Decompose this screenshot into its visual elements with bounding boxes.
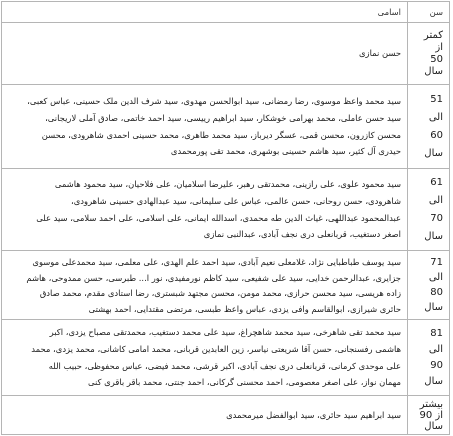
age-cell bbox=[407, 251, 449, 319]
age-line: سال bbox=[424, 65, 443, 77]
names-line: سید محمد تقی شاهرخی، سید محمد شاهچراغ، سید علی محمد دستغیب، محمدتقی مصباح یزدی، اکبر bbox=[49, 327, 401, 338]
names-line: هاشمی رفسنجانی، حسن آقا شریعتی نیاسر، زین العابدین قربانی، محمد امامی کاشانی، محمد یزدی، محمد bbox=[31, 343, 401, 354]
age-line: سال bbox=[424, 420, 443, 432]
table-row-71-80 bbox=[2, 250, 449, 319]
age-line: 50 bbox=[430, 53, 443, 65]
names-cell bbox=[2, 169, 407, 250]
age-header-cell bbox=[407, 2, 449, 22]
names-cell bbox=[2, 320, 407, 395]
names-cell bbox=[2, 85, 407, 168]
age-line: 51 bbox=[430, 93, 443, 105]
table-row-over-90 bbox=[2, 395, 449, 434]
names-cell bbox=[2, 251, 407, 319]
names-line: حسن نمازی bbox=[358, 48, 401, 59]
names-line: محسن کازرون، محسن قمی، عسگر دیرباز، سید محمد طاهری، محمد حسینی احمدی شاهرودی، محسن bbox=[41, 129, 401, 140]
age-line: از 90 bbox=[419, 409, 443, 421]
names-line: مهمان نواز، علی اصغر معصومی، احمد محسنی گرکانی، احمد جنتی، محمد باقر باقری کنی bbox=[88, 377, 401, 388]
age-line: 71 bbox=[430, 257, 443, 268]
names-header-label: اسامی bbox=[377, 6, 401, 17]
age-line: سال bbox=[424, 147, 443, 159]
names-header-cell bbox=[2, 2, 407, 22]
names-cell bbox=[2, 396, 407, 434]
age-line: 60 bbox=[430, 129, 443, 141]
table-row-81-90 bbox=[2, 319, 449, 395]
table-row-51-60 bbox=[2, 84, 449, 168]
age-line: الی bbox=[428, 272, 443, 283]
names-line: سید محمد واعظ موسوی، رضا رمضانی، سید ابوالحسن مهدوی، سید شرف الدین ملک حسینی، عباس کعبی، bbox=[27, 96, 401, 107]
age-header-label: سن bbox=[429, 6, 443, 17]
age-line: الی bbox=[428, 343, 443, 355]
names-line: سید محمود علوی، علی رازینی، محمدتقی رهبر، علیرضا اسلامیان، علی فلاحیان، سید محمود هاشمی bbox=[54, 179, 401, 190]
names-cell bbox=[2, 23, 407, 84]
age-cell bbox=[407, 23, 449, 84]
age-line: 61 bbox=[430, 176, 443, 188]
age-line: بیشتر bbox=[419, 398, 443, 410]
age-names-table bbox=[1, 1, 450, 435]
names-line: جزایری، عبدالرحمن خدایی، سید علی شفیعی، سید کاظم نورمفیدی، نور ا... طبرسی، حسن ممدوحی، هاشم bbox=[26, 272, 401, 283]
age-line: سال bbox=[424, 302, 443, 313]
age-line: 70 bbox=[430, 212, 443, 224]
age-line: از bbox=[435, 41, 443, 53]
names-line: اصغر دستغیب، قربانعلی دری نجف آبادی، عبدالنبی نمازی bbox=[203, 229, 401, 240]
age-line: کمتر bbox=[423, 29, 443, 41]
names-line: حائری شیرازی، ابوالقاسم وافی یزدی، عباس واعظ طبسی، مرتضی مقتدایی، احمد بهشتی bbox=[88, 303, 401, 314]
table-row-61-70 bbox=[2, 168, 449, 250]
age-cell bbox=[407, 85, 449, 168]
age-line: سال bbox=[424, 375, 443, 387]
age-cell bbox=[407, 396, 449, 434]
names-line: حیدری آل کثیر، سید هاشم حسینی بوشهری، محمد تقی پورمحمدی bbox=[170, 146, 401, 157]
age-line: 80 bbox=[430, 287, 443, 298]
names-line: زاده هریسی، سید محسن حرازی، محمد مومن، محسن مجتهد شبستری، رضا استادی مقدم، محمد صادق bbox=[39, 288, 401, 298]
age-line: الی bbox=[428, 111, 443, 123]
names-line: سید حسن عاملی، محمد بهرامی خوشکار، سید ابراهیم رییسی، سید احمد خاتمی، صادق آملی لاریجانی، bbox=[45, 112, 401, 123]
age-line: الی bbox=[428, 194, 443, 206]
age-cell bbox=[407, 320, 449, 395]
age-cell bbox=[407, 169, 449, 250]
age-line: 90 bbox=[430, 359, 443, 371]
age-line: 81 bbox=[430, 327, 443, 339]
names-line: علی موحدی کرمانی، قربانعلی دری نجف آبادی، اکبر قرشی، محمد فیضی، عباس محفوظی، حبیب الله bbox=[48, 360, 401, 371]
age-line: سال bbox=[424, 230, 443, 242]
names-line: عبدالمحمود عبداللهی، غیاث الدین طه محمدی، اسدالله ایمانی، علی اسلامی، علی احمد سلامی، سید علی bbox=[36, 212, 401, 223]
names-line: سید ابراهیم سید حائری، سید ابوالفضل میرمحمدی bbox=[226, 409, 401, 420]
table-header-row bbox=[2, 2, 449, 22]
table-row-under-50 bbox=[2, 22, 449, 84]
names-line: سید یوسف طباطبایی نژاد، غلامعلی نعیم آبادی، سید احمد علم الهدی، علی معلمی، سید محمدعلی موسوی bbox=[32, 257, 401, 267]
names-line: شاهرودی، حسن روحانی، حسن عالمی، عباس علی سلیمانی، سید عبدالهادی حسینی شاهرودی، bbox=[71, 195, 401, 206]
